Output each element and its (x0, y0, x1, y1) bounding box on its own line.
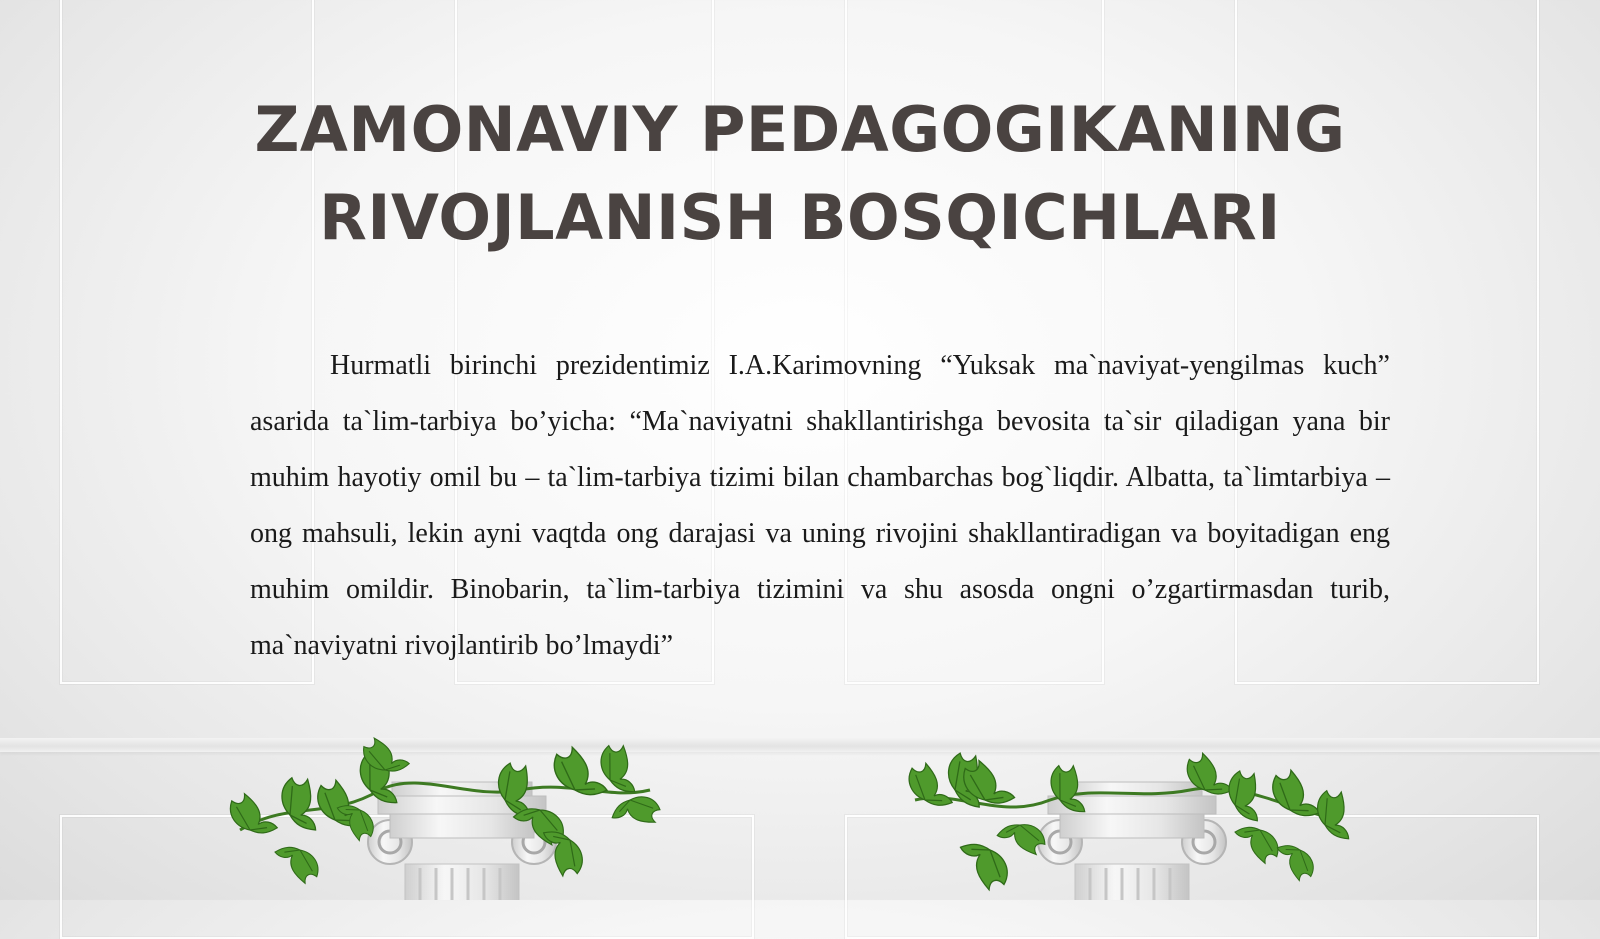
slide-title: ZAMONAVIY PEDAGOGIKANING RIVOJLANISH BOSQICHLARI (254, 93, 1346, 254)
quote-paragraph: Hurmatli birinchi prezidentimiz I.A.Karimovning “Yuksak ma`naviyat-yengilmas kuch” asarida ta`lim-tarbiya bo’yicha: “Ma`naviyatni shakllantirishga bevosita ta`sir qiladigan yana bir muhim hayotiy omil bu – ta`lim-tarbiya tizimi bilan chambarchas bog`liqdir. Albatta, ta`limtarbiya – ong mahsuli, lekin ayni vaqtda ong darajasi va uning rivojini shakllantiradigan va boyitadigan eng muhim omildir. Binobarin, ta`lim-tarbiya tizimini va shu asosda ongni o’zgartirmasdan turib, ma`naviyatni rivojlantirib bo’lmaydi” (250, 350, 1390, 661)
